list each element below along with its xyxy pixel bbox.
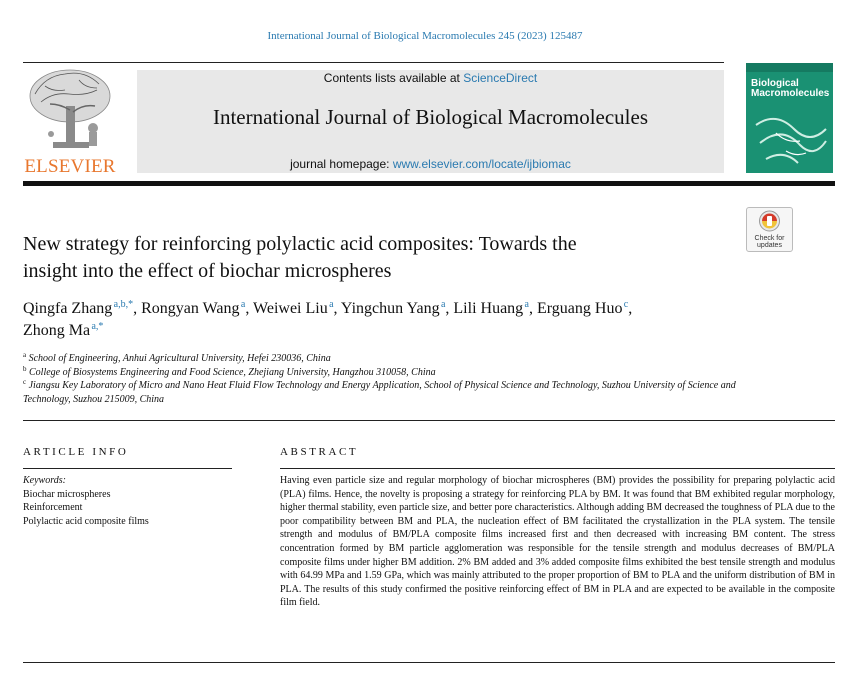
check-for-updates-button[interactable] xyxy=(746,207,793,252)
journal-citation-link[interactable]: International Journal of Biological Macromolecules 245 (2023) 125487 xyxy=(267,30,583,42)
contents-prefix: Contents lists available at xyxy=(323,71,464,85)
author-affiliation-mark[interactable]: a xyxy=(524,299,529,310)
keyword-item: Reinforcement xyxy=(23,502,83,513)
affiliation-item xyxy=(23,379,743,406)
author-name[interactable]: Zhong Ma xyxy=(23,322,91,339)
author-separator: , xyxy=(333,300,341,317)
keyword-item: Biochar microspheres xyxy=(23,488,111,500)
author-name[interactable]: Erguang Huo xyxy=(536,300,623,317)
check-for-updates-label xyxy=(747,235,792,249)
check-label-line1: Check for xyxy=(754,235,785,242)
check-for-updates-icon xyxy=(747,208,792,236)
author[interactable] xyxy=(23,300,141,317)
author-affiliation-mark[interactable]: a xyxy=(329,299,334,310)
author-separator: , xyxy=(628,300,633,317)
header-rule xyxy=(23,62,724,63)
author[interactable] xyxy=(537,300,632,317)
affiliation-text: Jiangsu Key Laboratory of Micro and Nano Heat Fluid Flow Technology and Energy Application, School of Physical Science and Technology, Suzhou University of Science and Technology, Suzhou 215009, China xyxy=(23,380,736,405)
publisher-name: ELSEVIER xyxy=(24,156,116,177)
homepage-prefix: journal homepage: xyxy=(290,157,393,171)
author-separator: , xyxy=(528,300,537,317)
keywords-block xyxy=(23,474,238,528)
author-name[interactable]: Yingchun Yang xyxy=(340,300,440,317)
affiliation-mark: a xyxy=(23,351,27,359)
check-label-line2: updates xyxy=(757,242,782,249)
journal-cover-thumbnail[interactable] xyxy=(746,63,833,173)
article-title-line1: New strategy for reinforcing polylactic acid composites: Towards the xyxy=(23,233,577,255)
author[interactable] xyxy=(253,300,341,317)
homepage-link[interactable]: www.elsevier.com/locate/ijbiomac xyxy=(392,157,571,171)
cover-illustration-icon xyxy=(746,63,833,173)
abstract-text: Having even particle size and regular morphology of biochar microspheres (BM) provides the possibility for preparing polylactic acid (PLA) films. Hence, the novelty is proposing a strategy for reinforcing PLA by BM. It was found that BM exhibited regular morphology, higher thermal stability, even particle size, and better pore characteristics. Although adding BM decreased the toughness of PLA due to the poor compatibility between BM and PLA, the nucleation effect of BM facilitated the crystallization in the PLA system. The tensile strength and modulus of BM/PLA composite films increased first and then decreased with increasing BM content. The stress concentration formed by BM particle agglomeration was responsible for the tensile strength and modulus decreases of BM/PLA composite films under higher BM addition. 2% BM added and 3% added composite films exhibited the best tensile strength and modulus with 64.99 MPa and 1.59 GPa, which was mainly attributed to the proper proportion of BM to PLA and the uniform distribution of BM in PLA. The results of this study confirmed the positive reinforcing effect of BM in PLA and are expected to be available in the composite film field. xyxy=(280,475,835,609)
author[interactable] xyxy=(453,300,537,317)
author-affiliation-mark[interactable]: a xyxy=(440,299,446,310)
author[interactable] xyxy=(141,300,253,317)
affiliation-text: School of Engineering, Anhui Agricultural University, Hefei 230036, China xyxy=(28,353,331,364)
author-name[interactable]: Weiwei Liu xyxy=(253,300,328,317)
keywords-label: Keywords: xyxy=(23,475,66,486)
author-list xyxy=(23,298,743,342)
cover-title: Biological Macromolecules xyxy=(751,78,830,99)
article-title-line2: insight into the effect of biochar microspheres xyxy=(23,260,392,282)
affiliations-divider xyxy=(23,420,835,421)
journal-masthead xyxy=(137,70,724,173)
author[interactable] xyxy=(341,300,453,317)
abstract-rule xyxy=(280,468,835,469)
article-info-heading: ARTICLE INFO xyxy=(23,446,129,458)
affiliation-mark: b xyxy=(23,364,27,373)
abstract-heading: ABSTRACT xyxy=(280,446,359,458)
author-name[interactable]: Rongyan Wang xyxy=(141,300,240,317)
author-name[interactable]: Qingfa Zhang xyxy=(23,300,113,317)
affiliation-item xyxy=(23,366,743,380)
author[interactable] xyxy=(23,322,103,339)
author-affiliation-mark[interactable]: a,b,* xyxy=(113,299,134,310)
author-separator: , xyxy=(133,300,142,317)
tree-icon xyxy=(23,66,117,154)
author-separator: , xyxy=(445,300,454,317)
author-affiliation-mark[interactable]: a,* xyxy=(91,321,104,332)
affiliations xyxy=(23,352,743,406)
sciencedirect-link[interactable]: ScienceDirect xyxy=(463,71,538,85)
affiliation-mark: c xyxy=(23,378,27,386)
author-affiliation-mark[interactable]: c xyxy=(623,299,629,310)
contents-availability xyxy=(137,71,724,85)
affiliation-text: College of Biosystems Engineering and Food Science, Zhejiang University, Hangzhou 310058, China xyxy=(29,366,436,378)
article-title xyxy=(23,231,723,285)
author-name[interactable]: Lili Huang xyxy=(453,300,524,317)
article-info-rule xyxy=(23,468,232,469)
author-separator: , xyxy=(245,300,254,317)
abstract-bottom-rule xyxy=(23,662,835,663)
journal-homepage xyxy=(137,157,724,171)
masthead-divider xyxy=(23,181,835,186)
author-affiliation-mark[interactable]: a xyxy=(240,299,246,310)
journal-title: International Journal of Biological Macromolecules xyxy=(212,105,649,129)
affiliation-item xyxy=(23,352,743,366)
elsevier-logo[interactable] xyxy=(23,66,133,176)
keyword-item: Polylactic acid composite films xyxy=(23,515,149,527)
